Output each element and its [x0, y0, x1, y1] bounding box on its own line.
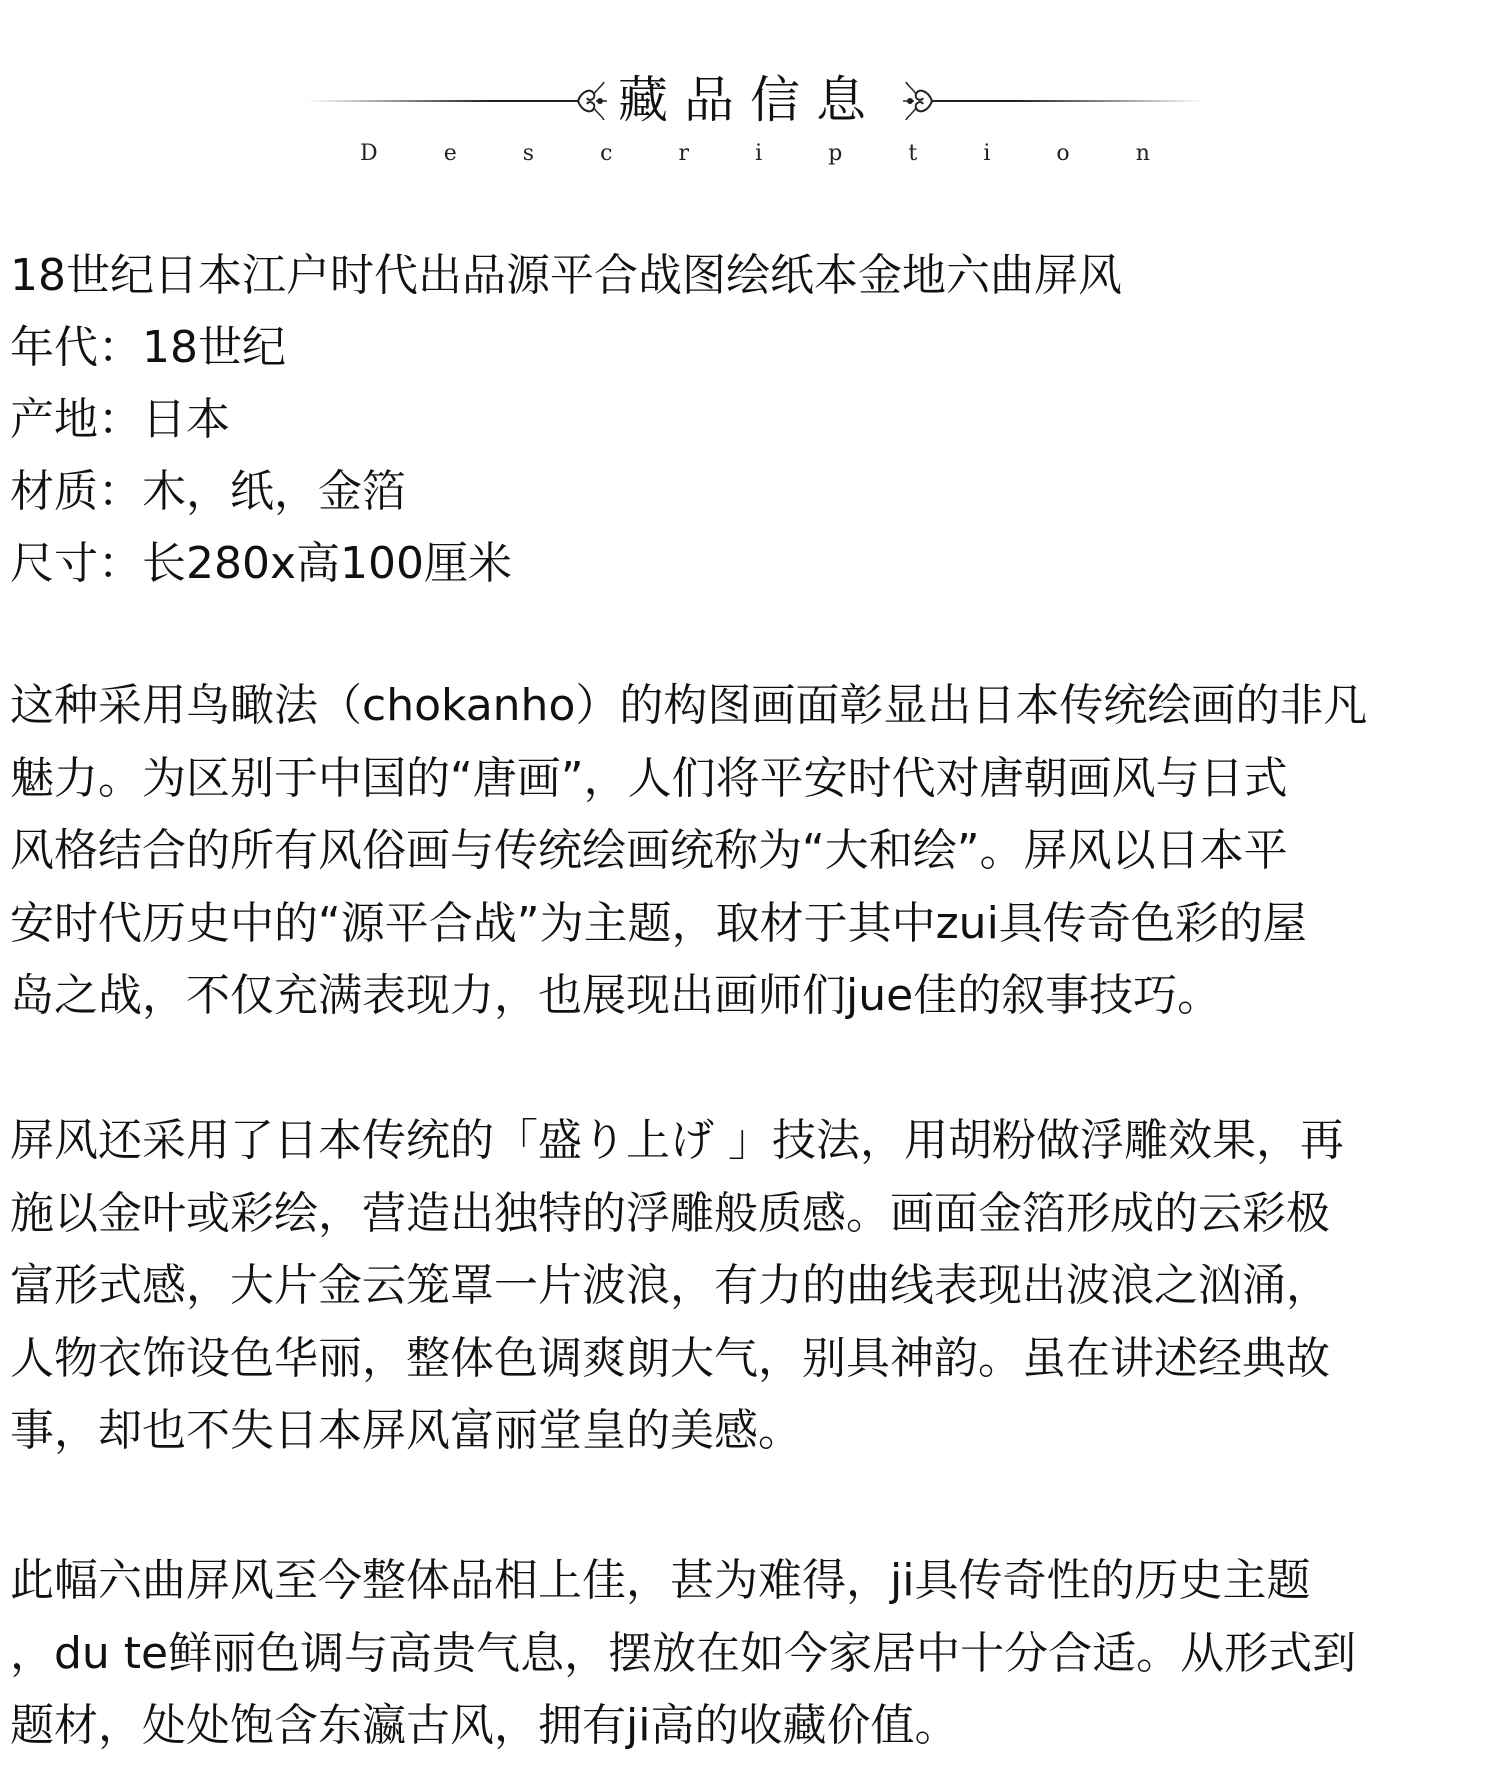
description-paragraph-1	[10, 670, 1490, 1033]
description-paragraph-3	[10, 1545, 1490, 1763]
divider-line-right	[935, 100, 1205, 102]
item-size: 尺寸：长280x高100厘米	[10, 538, 513, 589]
paragraph-line: 富形式感，大片金云笼罩一片波浪，有力的曲线表现出波浪之汹涌，	[10, 1260, 1330, 1311]
subtitle-letter: i	[755, 141, 763, 166]
page-subtitle	[360, 140, 1150, 168]
paragraph-line: 施以金叶或彩绘，营造出独特的浮雕般质感。画面金箔形成的云彩极	[10, 1187, 1330, 1239]
subtitle-letter: s	[522, 141, 535, 166]
page-title: 藏品信息	[618, 71, 882, 129]
subtitle-letter: e	[443, 141, 457, 166]
description-paragraph-2	[10, 1105, 1490, 1468]
subtitle-letter: D	[360, 141, 378, 166]
subtitle-letter: c	[600, 141, 613, 166]
paragraph-line: 此幅六曲屏风至今整体品相上佳，甚为难得，ji具传奇性的历史主题	[10, 1555, 1311, 1606]
divider-line-left	[305, 100, 570, 102]
paragraph-line: 风格结合的所有风俗画与传统绘画统称为“大和绘”。屏风以日本平	[10, 825, 1288, 876]
paragraph-line: 这种采用鸟瞰法（chokanho）的构图画面彰显出日本传统绘画的非凡	[10, 680, 1368, 731]
paragraph-line: 人物衣饰设色华丽，整体色调爽朗大气，别具神韵。虽在讲述经典故	[10, 1332, 1330, 1384]
subtitle-letter: o	[1056, 141, 1070, 166]
item-era: 年代：18世纪	[10, 322, 286, 373]
item-info-list	[10, 240, 1490, 600]
paragraph-line: 屏风还采用了日本传统的「盛り上げ 」技法，用胡粉做浮雕效果，再	[10, 1115, 1344, 1166]
paragraph-line: 事，却也不失日本屏风富丽堂皇的美感。	[10, 1405, 802, 1456]
subtitle-letter: t	[908, 141, 918, 166]
subtitle-letter: n	[1135, 141, 1150, 166]
paragraph-line: ，du te鲜丽色调与高贵气息，摆放在如今家居中十分合适。从形式到	[10, 1627, 1357, 1679]
paragraph-line: 题材，处处饱含东瀛古风，拥有ji高的收藏价值。	[10, 1700, 959, 1751]
item-material: 材质：木，纸，金箔	[10, 466, 406, 517]
item-name: 18世纪日本江户时代出品源平合战图绘纸本金地六曲屏风	[10, 250, 1122, 301]
paragraph-line: 岛之战，不仅充满表现力，也展现出画师们jue佳的叙事技巧。	[10, 970, 1222, 1021]
paragraph-line: 安时代历史中的“源平合战”为主题，取材于其中zui具传奇色彩的屋	[10, 897, 1307, 949]
item-origin: 产地：日本	[10, 394, 230, 445]
section-header	[0, 60, 1500, 180]
subtitle-letter: p	[828, 141, 843, 166]
subtitle-letter: r	[678, 141, 690, 166]
paragraph-line: 魅力。为区别于中国的“唐画”，人们将平安时代对唐朝画风与日式	[10, 752, 1288, 804]
subtitle-letter: i	[983, 141, 991, 166]
